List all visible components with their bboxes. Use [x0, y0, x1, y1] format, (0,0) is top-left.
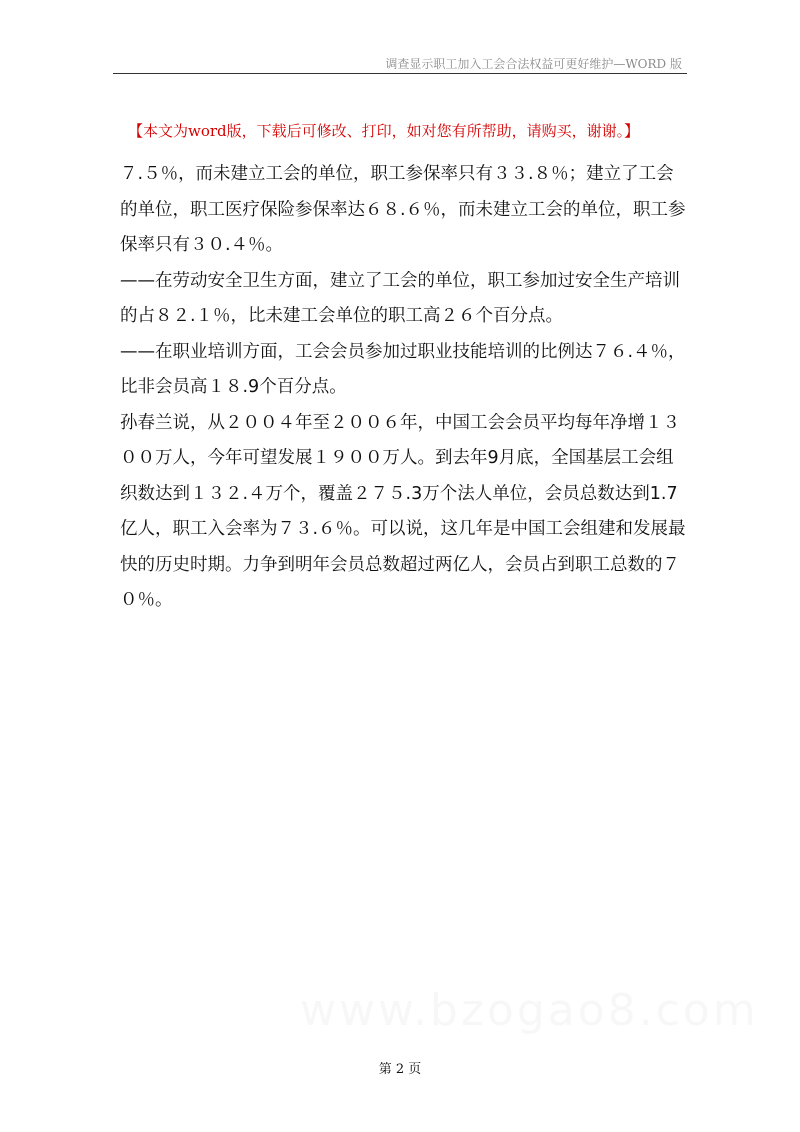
paragraph-safety-training: ——在劳动安全卫生方面，建立了工会的单位，职工参加过安全生产培训的占８２.１％，比未建工会单位的职工高２６个百分点。 [120, 270, 680, 326]
page-number: 第 2 页 [378, 1062, 422, 1077]
header-divider [113, 73, 687, 74]
document-body [120, 157, 688, 619]
paragraph-union-growth: 孙春兰说，从２００４年至２００６年，中国工会会员平均每年净增１３００万人，今年可望发展１９００万人。到去年9月底，全国基层工会组织数达到１３２.４万个，覆盖２７５.3万个法人单位，会员总数达到1.7亿人，职工入会率为７３.６％。可以说，这几年是中国工会组建和发展最快的历史时期。力争到明年会员总数超过两亿人，会员占到职工总数的７０％。 [120, 412, 686, 610]
watermark: www.bzogao8.com [300, 985, 759, 1036]
paragraph-vocational-training: ——在职业培训方面，工会会员参加过职业技能培训的比例达７６.４％，比非会员高１８.9个百分点。 [120, 341, 686, 397]
download-notice: 【本文为word版，下载后可修改、打印，如对您有所帮助，请购买，谢谢。】 [128, 122, 640, 140]
paragraph-insurance-rates: ７.５％，而未建立工会的单位，职工参保率只有３３.８％；建立了工会的单位，职工医疗保险参保率达６８.６％，而未建立工会的单位，职工参保率只有３０.４％。 [120, 164, 686, 255]
running-header: 调查显示职工加入工会合法权益可更好维护—WORD 版 [385, 57, 682, 71]
